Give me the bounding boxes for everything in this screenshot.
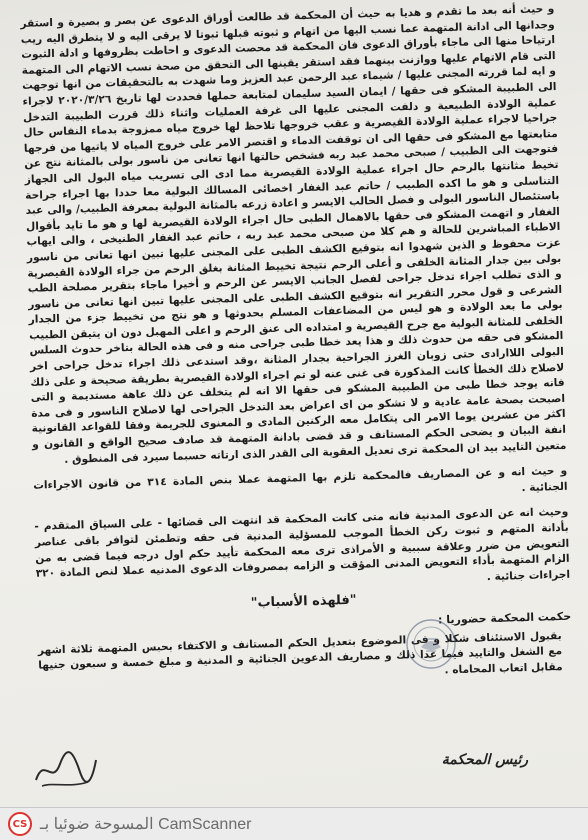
judgment-text xyxy=(20,2,573,692)
handwritten-signature-icon xyxy=(30,746,100,792)
civil-claim-paragraph: وحيث انه عن الدعوى المدنية فانه متى كانت المحكمة قد انتهت الى قضائها - على السياق المتقدم - بأدانة المتهم و ثبوت ركن الخطأ الموجب للمسؤلية المدنية فى حقه وتطمئن لتوافر باقى عناصر التعويض من ضرر وعلاقة سببية و الأمراذى ترى معه المحكمة تأييد حكم اول درجه فيما قضى به من الزام المتهمة بأداء التعويض المدنى المؤقت و الزامه بمصروفات الدعوى المدنيه عملا لنص المادة ٣٢٠ اجراءات جنائية . xyxy=(34,506,571,583)
presence-line: حكمت المحكمة حضوريا : xyxy=(437,609,572,627)
ruling-list xyxy=(38,628,573,690)
scanner-footer xyxy=(0,807,588,840)
reasoning-paragraph: و حيث أنه بعد ما تقدم و هديا به حيث أن المحكمة قد طالعت أوراق الدعوى عن بصر و بصيرة و استقر وجدانها الى ادانة المتهمة عما نسب اليها من اتهام و ثبوته قبلها ثبوتا لا يرقى اليه و لا يتطرق اليه ريب ارتياحا منها الى ماجاء بأوراق الدعوى فان المحكمة قد محصت الدعوى و احاطت بظروفها و ادلة الثبوت التى قام الاتهام عليها ووازنت بينهما فقد استقر يقينها الى التحقق من صحة نسب الاتهام الى المتهمة و ايه لما قررته المجنى عليها / شيماء عبد الرحمن عبد العزيز وما شهدت به بالتحقيقات من انها توجهت الى الطبيبة المشكو فى حقها / ايمان السيد سليمان لمتابعة حملها فحددت لها تاريخ ٢٠٢٠/٣/٢٦ لاجراء عملية الولادة الطبيعية و دلفت المجنى عليها الى غرفة العمليات واثناء ذلك قررت الطبيبة التدخل جراحيا لاجراء عملية الولادة القيصرية و عقب خروجها تلاحظ لها خروج مياه ممزوجة بدماء النفاس حال متابعتها مع المشكو فى حقها الى ان توقفت الدماء و اقتصر الامر على خروج المياه لا ياتيها من فرجها فتوجهت الى الطبيب / صبحى محمد عبد ربه فشخص حالتها انها تعانى من ناسور بولى بالمثانة نتج عن تخيط مثانتها بالرحم حال اجراء عملية الولادة القيصرية مما ادى الى تسريب مياه البول الى الجهاز التناسلى و هو ما اكده الطبيب / حاتم عبد الغفار اخصائى المسالك البولية معا حددا بها اجراء جراحة باستئصال الناسور البولى و فصل الحالب الايسر و اعادة زرعه بالمثانة البولية بمعرفة الطبيب/ والى عبد الغفار و اتهمت المشكو فى حقها بالاهمال الطبى حال اجراء الولادة القيصرية لها و هو ما تايد بأقوال الاطباء المباشرين للحالة و هم كلا من صبحى محمد عبد ربه ، حاتم عبد الغفار الطنيخى ، والى ايهاب عزت محفوظ و الذين شهدوا انه بتوقيع الكشف الطبى على المجنى عليها تبين انها تعانى من ناسور بولى بين جدار المثانة الخلفى و أعلى الرحم نتيجة تخييط المثانة بغلق الرحم من جراء الولادة القيصرية و الذى تطلب اجراء تدخل جراحى لفصل الجانب الايسر عن الرحم و أخيرا ماجاء بتقرير مصلحة الطب الشرعى و قول محرر التقرير انه بتوقيع الكشف الطبى على المجنى عليها تبين انها تعانى من ناسور بولى ما بعد الولادة و هو ليس من المضاعفات المسلم بحدوثها و هو نتج من تخييط جزء من الجدار الخلفى للمثانة البولية مع جرح القيصرية و امتداده الى عنق الرحم و اعلى المهبل دون ان يتيقن الطبيب المشكو فى حقه من حدوث ذلك و هذا يعد خطا طبى جراحى منه و فى هذه الحالة بتاخر حدوث السلس البولى اللاارادى حتى زوبان الغرز الجراحية بجدار المثانة ،وقد استدعى ذلك اجراء تدخل جراحى اخر لاصلاح ذلك الخطأ كانت المذكورة فى غنى عنه لو تم اجراء الولادة القيصرية بطريقة صحيحة و على ذلك فانه يوجد خطا طبى من الطبيبة المشكو فى حقها الا انه لم يتخلف عن ذلك عاهة مستديمة و التى اصبحت بصحة عامة عادية و لا تشكو من اى اعراض بعد التدخل الجراحى لها لاصلاح الناسور و فى مدة اكثر من عشرين يوما الامر الى يتكامل معه الركنين المادى و المعنوى للجريمة وفقا للقواعد القانونية انفة البيان و يضحى الحكم المستانف و قد قضى بادانة المتهمة قد صادف صحيح الواقع و القانون و متعين التاييد بيد ان المحكمة ترى تعديل العقوبة الى القدر الذى ارتاته حسبما سيرد فى المنطوق . xyxy=(20,2,567,466)
camscanner-logo-icon: CS xyxy=(8,812,32,836)
costs-paragraph: و حيث انه و عن المصاريف فالمحكمة تلزم بها المتهمة عملا بنص المادة ٣١٤ من قانون الاجراءات الجنائية . xyxy=(33,465,568,494)
scanner-watermark-text: المسوحة ضوئيا بـ CamScanner xyxy=(40,816,252,833)
reasons-heading: "فلهذه الأسباب" xyxy=(250,593,357,612)
ruling-item: بقبول الاستئناف شكلا و فى الموضوع بتعديل الحكم المستانف و الاكتفاء بحبس المتهمة ثلاثة اشهر مع الشغل والتاييد فيما عدا ذلك و مصاريف الدعوين الجنائية و المدنية و مبلغ خمسة و سبعون جنيها مقابل اتعاب المحاماه . xyxy=(37,629,563,677)
signature-title: رئيس المحكمة xyxy=(441,752,528,768)
court-stamp-icon xyxy=(404,617,458,671)
